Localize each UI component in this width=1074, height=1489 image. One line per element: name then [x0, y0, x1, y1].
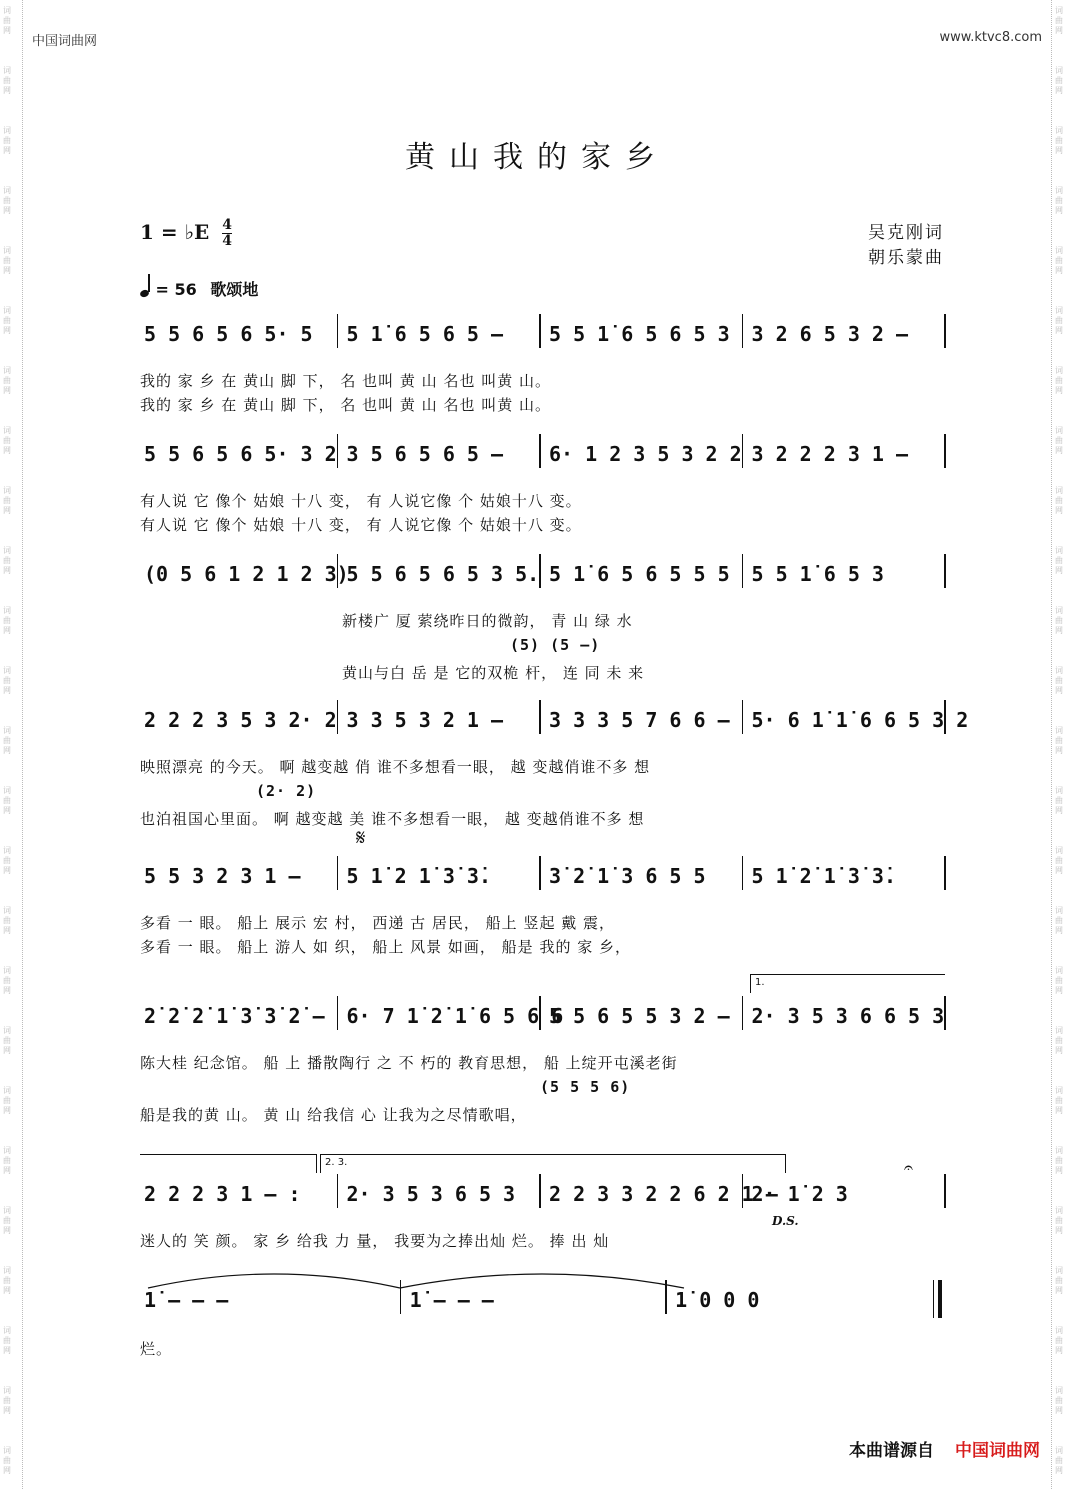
watermark-text: 词 曲 网 [3, 486, 11, 515]
watermark-text: 词 曲 网 [3, 366, 11, 395]
watermark-text: 词 曲 网 [3, 546, 11, 575]
measure: 5 5 6 5 5 3 2 – [549, 1004, 730, 1028]
watermark-text: 词 曲 网 [3, 1446, 11, 1475]
lyric-line: 新楼广 厦 萦绕昨日的微韵， 青 山 绿 水 [342, 612, 633, 630]
segno-sign: 𝄋 [356, 826, 366, 851]
watermark-text: 词 曲 网 [3, 966, 11, 995]
watermark-text: 词 曲 网 [3, 306, 11, 335]
tie-slur [148, 1274, 400, 1288]
watermark-text: 词 曲 网 [1055, 846, 1063, 875]
measure: 5· 6 1̇ 1̇ 6 6 5 3 2 [751, 708, 969, 732]
measure: 5 5 6 5 6 5 3 5. [346, 562, 540, 586]
measure: 2 2 2 3 5 3 2· 2 [144, 708, 337, 732]
measure: 1̇ 0 0 0 [675, 1288, 760, 1312]
tempo-expression: 歌颂地 [210, 280, 259, 299]
measure: 5 5 3 2 3 1 – [144, 864, 301, 888]
lyric-line: 迷人的 笑 颜。 家 乡 给我 力 量， 我要为之捧出灿 烂。 捧 出 灿 [140, 1232, 610, 1250]
watermark-text: 词 曲 网 [3, 846, 11, 875]
lyric-line: 烂。 [140, 1340, 173, 1358]
lyric-line: 也泊祖国心里面。 啊 越变越 美 谁不多想看一眼， 越 变越俏谁不多 想 [140, 810, 645, 828]
watermark-text: 词 曲 网 [1055, 366, 1063, 395]
measure: 3 5 6 5 6 5 – [346, 442, 504, 466]
watermark-text: 词 曲 网 [3, 1086, 11, 1115]
lyricist-credit: 吴克刚词 [868, 223, 944, 243]
watermark-text: 词 曲 网 [3, 1386, 11, 1415]
measure: 5 1̇ 6 5 6 5 5 5 [549, 562, 730, 586]
fermata-icon: 𝄐 [904, 1158, 913, 1177]
watermark-text: 词 曲 网 [1055, 1386, 1063, 1415]
watermark-text: 词 曲 网 [3, 786, 11, 815]
measure: 3 2 2 2 3 1 – [751, 442, 909, 466]
footer-site-link[interactable]: 中国词曲网 [955, 1441, 1040, 1461]
watermark-text: 词 曲 网 [3, 246, 11, 275]
watermark-text: 词 曲 网 [3, 1146, 11, 1175]
footer-source-label: 本曲谱源自 [849, 1441, 934, 1461]
volta-label: 1. [755, 977, 765, 988]
watermark-text: 词 曲 网 [1055, 1326, 1063, 1355]
measure: 5 5 6 5 6 5· 3 2 [144, 442, 337, 466]
watermark-text: 词 曲 网 [3, 606, 11, 635]
site-url-right[interactable]: www.ktvc8.com [939, 30, 1042, 45]
watermark-text: 词 曲 网 [1055, 486, 1063, 515]
watermark-text: 词 曲 网 [1055, 1026, 1063, 1055]
tie-slur [400, 1274, 684, 1288]
watermark-text: 词 曲 网 [3, 666, 11, 695]
measure: 2· 3 5 3 6 6 5 3 [751, 1004, 945, 1028]
volta-label: 2. 3. [325, 1157, 348, 1168]
watermark-text: 词 曲 网 [1055, 126, 1063, 155]
lyric-line: 有人说 它 像个 姑娘 十八 变， 有 人说它像 个 姑娘十八 变。 [140, 492, 582, 510]
measure: 2 2 3 3 2 2 6 2 1 – [549, 1182, 778, 1206]
watermark-text: 词 曲 网 [3, 1326, 11, 1355]
alt-notes: (5 5 5 6) [540, 1078, 631, 1096]
measure: 3 3 3 5 7 6 6 – [549, 708, 730, 732]
lyric-line: 映照漂亮 的今天。 啊 越变越 俏 谁不多想看一眼， 越 变越俏谁不多 想 [140, 758, 651, 776]
watermark-text: 词 曲 网 [1055, 426, 1063, 455]
watermark-text: 词 曲 网 [1055, 66, 1063, 95]
watermark-text: 词 曲 网 [3, 1266, 11, 1295]
measure: 1̇ – – – [409, 1288, 494, 1312]
watermark-text: 词 曲 网 [3, 186, 11, 215]
watermark-text: 词 曲 网 [1055, 966, 1063, 995]
song-title: 黄山我的家乡 [405, 140, 669, 175]
measure: (0 5 6 1 2 1 2 3) [144, 562, 349, 586]
lyric-line: 多看 一 眼。 船上 展示 宏 村， 西递 古 居民， 船上 竖起 戴 震， [140, 914, 615, 932]
measure: 5 1̇ 2 1̇ 3̇ 3̇. [346, 864, 491, 888]
watermark-text: 词 曲 网 [1055, 186, 1063, 215]
measure: 2· 3 5 3 6 5 3 [346, 1182, 516, 1206]
watermark-text: 词 曲 网 [1055, 1446, 1063, 1475]
time-sig-bottom: 4 [222, 233, 232, 249]
watermark-text: 词 曲 网 [1055, 306, 1063, 335]
lyric-line: 船是我的黄 山。 黄 山 给我信 心 让我为之尽情歌唱， [140, 1106, 527, 1124]
measure: 5 5 1̇ 6 5 3 [751, 562, 884, 586]
dal-segno-mark: D.S. [772, 1214, 799, 1228]
alt-notes: (5) (5 –) [510, 636, 601, 654]
watermark-text: 词 曲 网 [1055, 1266, 1063, 1295]
measure: 2̇ 2̇ 2̇ 1̇ 3̇ 3̇ 2̇ – [144, 1004, 325, 1028]
watermark-text: 词 曲 网 [3, 66, 11, 95]
watermark-text: 词 曲 网 [3, 1206, 11, 1235]
watermark-text: 词 曲 网 [1055, 786, 1063, 815]
watermark-text: 词 曲 网 [3, 426, 11, 455]
watermark-text: 词 曲 网 [3, 126, 11, 155]
measure: 5 5 1̇ 6 5 6 5 3 [549, 322, 730, 346]
alt-notes: (2· 2) [256, 782, 317, 800]
lyric-line: 黄山与白 岳 是 它的双桅 杆， 连 同 未 来 [342, 664, 645, 682]
measure: 3 2 6 5 3 2 – [751, 322, 909, 346]
measure: 5 5 6 5 6 5· 5 [144, 322, 313, 346]
measure: 6· 1 2 3 5 3 2 2 [549, 442, 742, 466]
lyric-line: 多看 一 眼。 船上 游人 如 织， 船上 风景 如画， 船是 我的 家 乡， [140, 938, 631, 956]
tempo-value: = 56 [155, 280, 197, 299]
watermark-text: 词 曲 网 [3, 6, 11, 35]
watermark-text: 词 曲 网 [3, 1026, 11, 1055]
measure: 1̇ – – – [144, 1288, 229, 1312]
composer-credit: 朝乐蒙曲 [868, 248, 944, 268]
measure: 3 3 5 3 2 1 – [346, 708, 504, 732]
watermark-text: 词 曲 网 [1055, 546, 1063, 575]
watermark-text: 词 曲 网 [1055, 906, 1063, 935]
watermark-text: 词 曲 网 [1055, 666, 1063, 695]
lyric-line: 我的 家 乡 在 黄山 脚 下， 名 也叫 黄 山 名也 叫黄 山。 [140, 372, 551, 390]
measure: 2· 1̇ 2 3 [751, 1182, 848, 1206]
watermark-text: 词 曲 网 [1055, 606, 1063, 635]
watermark-text: 词 曲 网 [1055, 1206, 1063, 1235]
watermark-text: 词 曲 网 [3, 726, 11, 755]
lyric-line: 陈大桂 纪念馆。 船 上 播散陶行 之 不 朽的 教育思想， 船 上绽开屯溪老街 [140, 1054, 678, 1072]
lyric-line: 有人说 它 像个 姑娘 十八 变， 有 人说它像 个 姑娘十八 变。 [140, 516, 582, 534]
site-name-left: 中国词曲网 [32, 34, 98, 49]
measure: 2 2 2 3 1 – : [144, 1182, 301, 1206]
time-sig-top: 4 [222, 217, 232, 233]
key-label: 1 = ♭E [140, 220, 210, 244]
watermark-text: 词 曲 网 [1055, 6, 1063, 35]
watermark-text: 词 曲 网 [1055, 726, 1063, 755]
watermark-text: 词 曲 网 [1055, 1086, 1063, 1115]
measure: 3̇ 2̇ 1̇ 3 6 5 5 [549, 864, 706, 888]
watermark-text: 词 曲 网 [1055, 1146, 1063, 1175]
watermark-text: 词 曲 网 [3, 906, 11, 935]
measure: 5 1̇ 2̇ 1̇ 3̇ 3̇. [751, 864, 896, 888]
measure: 5 1̇ 6 5 6 5 – [346, 322, 504, 346]
watermark-text: 词 曲 网 [1055, 246, 1063, 275]
lyric-line: 我的 家 乡 在 黄山 脚 下， 名 也叫 黄 山 名也 叫黄 山。 [140, 396, 551, 414]
measure: 6· 7 1̇ 2̇ 1̇ 6 5 6 6 [346, 1004, 564, 1028]
